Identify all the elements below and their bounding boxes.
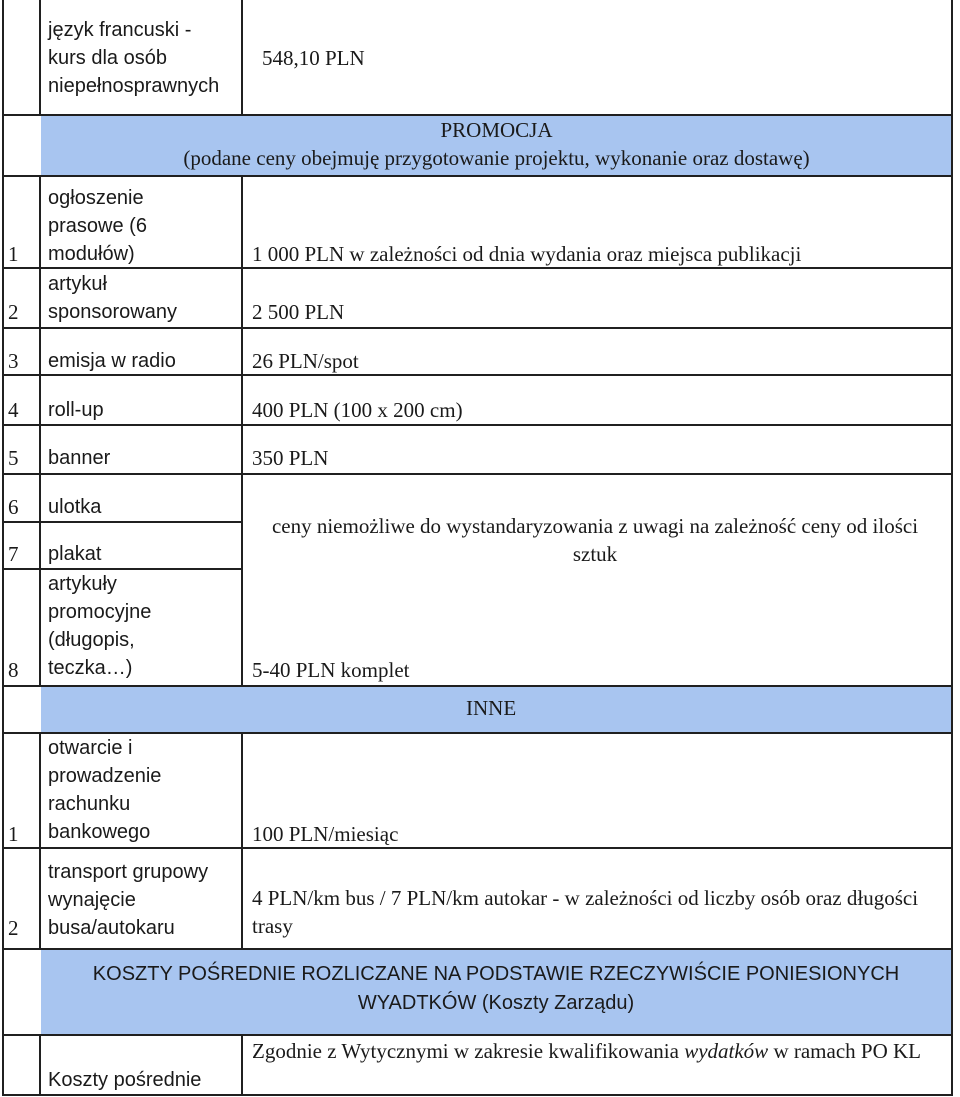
row-top-price: 548,10 PLN: [262, 46, 365, 70]
row-number: 6: [8, 495, 19, 519]
item-price: 2 500 PLN: [252, 300, 345, 324]
row-number: 2: [8, 300, 19, 324]
row-top-name: język francuski - kurs dla osób niepełnosprawnych: [48, 19, 220, 97]
item-name: plakat: [48, 543, 102, 565]
item-name: emisja w radio: [48, 350, 176, 372]
row-number: 5: [8, 446, 19, 470]
row-number: 1: [8, 822, 19, 846]
row-number: 3: [8, 349, 19, 373]
item-name: transport grupowy wynajęcie busa/autokaru: [48, 861, 209, 939]
indirect-title: KOSZTY POŚREDNIE ROZLICZANE NA PODSTAWIE RZECZYWIŚCIE PONIESIONYCH WYADTKÓW (Koszty Zarządu): [92, 963, 900, 1014]
item-price: 350 PLN: [252, 446, 329, 470]
merged-price-note: ceny niemożliwe do wystandaryzowania z uwagi na zależność ceny od ilości sztuk: [271, 514, 919, 566]
item-name: ogłoszenie prasowe (6 modułów): [48, 187, 147, 265]
item-name: artykuł sponsorowany: [48, 273, 177, 323]
promo-title: PROMOCJA: [440, 118, 553, 142]
item-price: 400 PLN (100 x 200 cm): [252, 398, 463, 422]
row-number: 4: [8, 398, 19, 422]
row-number: 8: [8, 658, 19, 682]
item-name: ulotka: [48, 496, 102, 518]
row-number: 7: [8, 542, 19, 566]
item-price: 5-40 PLN komplet: [252, 658, 410, 682]
item-price: 100 PLN/miesiąc: [252, 822, 399, 846]
item-name: artykuły promocyjne (długopis, teczka…): [48, 573, 152, 679]
promo-subtitle: (podane ceny obejmuję przygotowanie projektu, wykonanie oraz dostawę): [183, 146, 810, 170]
row-number: 2: [8, 916, 19, 940]
item-name: roll-up: [48, 399, 104, 421]
indirect-note: Zgodnie z Wytycznymi w zakresie kwalifikowania wydatków w ramach PO KL: [252, 1039, 921, 1063]
indirect-name: Koszty pośrednie: [48, 1069, 202, 1091]
item-price: 26 PLN/spot: [252, 349, 359, 373]
inne-title: INNE: [466, 696, 517, 720]
item-name: otwarcie i prowadzenie rachunku bankowego: [48, 737, 162, 843]
row-number: 1: [8, 242, 19, 266]
item-price: 1 000 PLN w zależności od dnia wydania oraz miejsca publikacji: [252, 242, 802, 266]
item-name: banner: [48, 447, 111, 469]
item-price: 4 PLN/km bus / 7 PLN/km autokar - w zależności od liczby osób oraz długości trasy: [252, 886, 919, 938]
